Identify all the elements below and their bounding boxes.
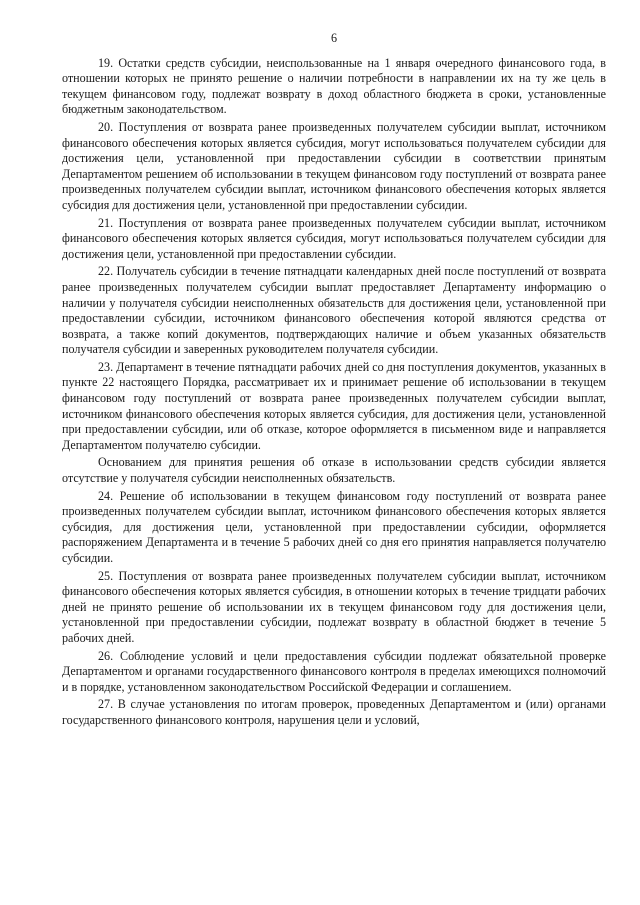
paragraph-21: 21. Поступления от возврата ранее произведенных получателем субсидии выплат, источником финансового обеспечения которых является субсидия, могут использоваться получателем субсидии для достижения цели, установленной при предоставлении субсидии. bbox=[62, 215, 606, 261]
paragraph-27: 27. В случае установления по итогам проверок, проведенных Департаментом и (или) органами государственного финансового контроля, нарушения цели и условий, bbox=[62, 697, 606, 727]
paragraph-23: 23. Департамент в течение пятнадцати рабочих дней со дня поступления документов, указанных в пункте 22 настоящего Порядка, рассматривает их и принимает решение об использовании в текущем финансовом году поступлений от возврата ранее произведенных получателем субсидии выплат, источником финансового обеспечения которых является субсидия, для достижения цели, установленной при предоставлении субсидии, или об отказе, которое оформляется в письменном виде и направляется Департаментом получателю субсидии. bbox=[62, 359, 606, 452]
paragraph-26: 26. Соблюдение условий и цели предоставления субсидии подлежат обязательной проверке Департаментом и органами государственного финансового контроля в пределах имеющихся полномочий и в порядке, установленном законодательством Российской Федерации и соглашением. bbox=[62, 648, 606, 694]
paragraph-22: 22. Получатель субсидии в течение пятнадцати календарных дней после поступлений от возврата ранее произведенных получателем субсидии выплат предоставляет Департаменту информацию о наличии у получателя субсидии неисполненных обязательств для достижения цели, установленной при предоставлении субсидии, источником финансового обеспечения которой являются средства от возврата, а также копий документов, подтверждающих наличие и объем указанных обязательств получателя субсидии и заверенных руководителем получателя субсидии. bbox=[62, 264, 606, 357]
paragraph-20: 20. Поступления от возврата ранее произведенных получателем субсидии выплат, источником финансового обеспечения которых является субсидия, могут использоваться получателем субсидии для достижения цели, установленной при предоставлении субсидии в соответствии принятым Департаментом решением об использовании в текущем финансовом году поступлений от возврата ранее произведенных получателем субсидии выплат, источником финансового обеспечения которых является субсидия для достижения цели, установленной при предоставлении субсидии. bbox=[62, 119, 606, 212]
paragraph-24: 24. Решение об использовании в текущем финансовом году поступлений от возврата ранее произведенных получателем субсидии выплат, источником финансового обеспечения которых является субсидия, для достижения цели, установленной при предоставлении субсидии, оформляется распоряжением Департамента и в течение 5 рабочих дней со дня его принятия направляется получателю субсидии. bbox=[62, 488, 606, 565]
document-page bbox=[62, 0, 606, 731]
page-number: 6 bbox=[330, 31, 338, 45]
paragraph-23-refusal-basis: Основанием для принятия решения об отказе в использовании средств субсидии является отсутствие у получателя субсидии неисполненных обязательств. bbox=[62, 455, 606, 486]
paragraph-25: 25. Поступления от возврата ранее произведенных получателем субсидии выплат, источником финансового обеспечения которых является субсидия, в отношении которых в течение тридцати рабочих дней не принято решение об использовании их в текущем финансовом году для достижения цели, установленной при предоставлении субсидии, подлежат возврату в областной бюджет в течение 5 рабочих дней. bbox=[62, 568, 606, 645]
paragraph-19: 19. Остатки средств субсидии, неиспользованные на 1 января очередного финансового года, в отношении которых не принято решение о наличии потребности в направлении их на ту же цель в текущем финансовом году, подлежат возврату в доход областного бюджета в сроки, установленные бюджетным законодательством. bbox=[62, 55, 606, 117]
